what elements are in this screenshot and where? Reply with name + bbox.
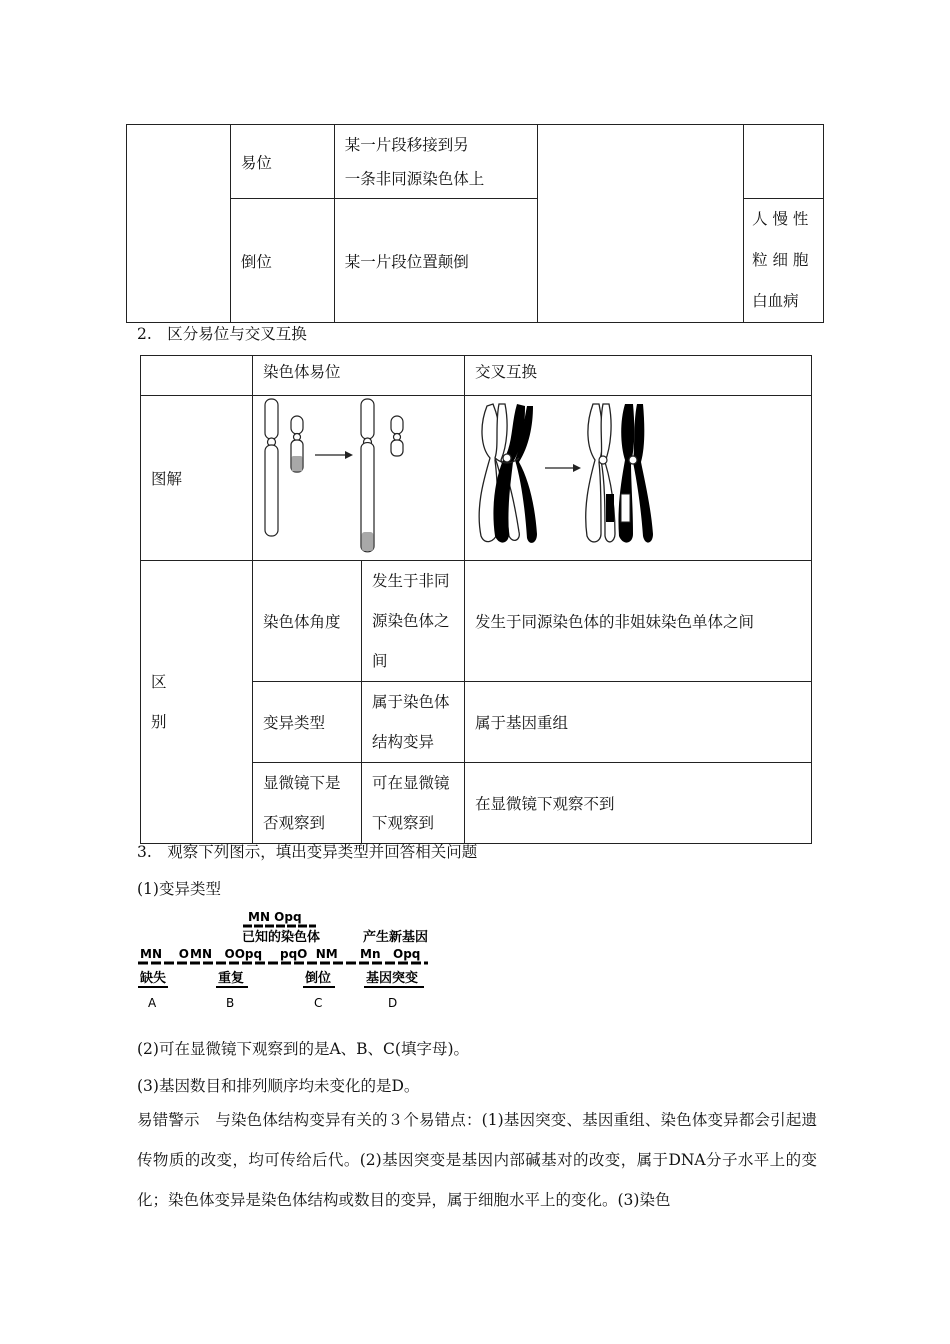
seq-b: MN OOpq (190, 947, 263, 961)
seq-a: MN O (140, 947, 189, 961)
sub-question-3: (3)基因数目和排列顺序均未变化的是D。 (137, 1077, 420, 1095)
translocation-diagram (253, 396, 463, 556)
mutation-types-figure (138, 908, 448, 1018)
angle-crossover: 发生于同源染色体的非姐妹染色单体之间 (464, 561, 811, 682)
micro-crossover: 在显微镜下观察不到 (464, 763, 811, 844)
letter-a: A (148, 996, 157, 1010)
type-label: 变异类型 (253, 682, 362, 763)
letter-d: D (388, 996, 398, 1010)
empty-cell (127, 125, 231, 323)
row-difference-label: 区 别 (141, 561, 253, 844)
type-translocation: 属于染色体 结构变异 (362, 682, 465, 763)
type-translocation: 易位 (230, 125, 334, 199)
letter-b: B (226, 996, 235, 1010)
angle-translocation: 发生于非同 源染色体之 间 (362, 561, 465, 682)
seq-d: Mn Opq (360, 947, 421, 961)
example-disease: 人 慢 性 粒 细 胞 白血病 (744, 199, 824, 323)
section-2-heading: 2. 区分易位与交叉互换 (137, 325, 307, 343)
sub-question-1: (1)变异类型 (137, 880, 221, 898)
angle-label: 染色体角度 (253, 561, 362, 682)
new-gene-label: 产生新基因 (363, 930, 429, 945)
section-3-heading: 3. 观察下列图示，填出变异类型并回答相关问题 (137, 843, 478, 861)
type-b: 重复 (218, 971, 245, 986)
crossover-diagram (465, 396, 810, 556)
seq-c: pqO NM (280, 947, 338, 961)
translocation-diagram-cell (253, 396, 465, 561)
type-a: 缺失 (140, 971, 167, 986)
type-inversion: 倒位 (230, 199, 334, 323)
col-crossover: 交叉互换 (464, 356, 811, 396)
crossover-diagram-cell (464, 396, 811, 561)
micro-label: 显微镜下是 否观察到 (253, 763, 362, 844)
translocation-desc: 某一片段移接到另 一条非同源染色体上 (334, 125, 538, 199)
type-crossover: 属于基因重组 (464, 682, 811, 763)
inversion-desc: 某一片段位置颠倒 (334, 199, 538, 323)
letter-c: C (314, 996, 323, 1010)
empty-cell (744, 125, 824, 199)
type-c: 倒位 (305, 971, 332, 986)
row-diagram-label: 图解 (141, 396, 253, 561)
error-warning-paragraph: 易错警示 与染色体结构变异有关的３个易错点：(1)基因突变、基因重组、染色体变异都会引起遗传物质的改变，均可传给后代。(2)基因突变是基因内部碱基对的改变，属于DNA分子水平上的变化；染色体变异是染色体结构或数目的变异，属于细胞水平上的变化。(3)染色 (137, 1111, 817, 1209)
empty-cell (141, 356, 253, 396)
sub-question-2: (2)可在显微镜下观察到的是A、B、C(填字母)。 (137, 1040, 469, 1058)
col-translocation: 染色体易位 (253, 356, 465, 396)
variation-table-continued (126, 124, 824, 323)
empty-cell (538, 125, 744, 323)
known-top-genes: MN Opq (248, 910, 302, 924)
micro-translocation: 可在显微镜 下观察到 (362, 763, 465, 844)
translocation-vs-crossover-table (140, 355, 812, 844)
type-d: 基因突变 (366, 971, 419, 986)
known-chromosome-label: 已知的染色体 (242, 930, 321, 945)
